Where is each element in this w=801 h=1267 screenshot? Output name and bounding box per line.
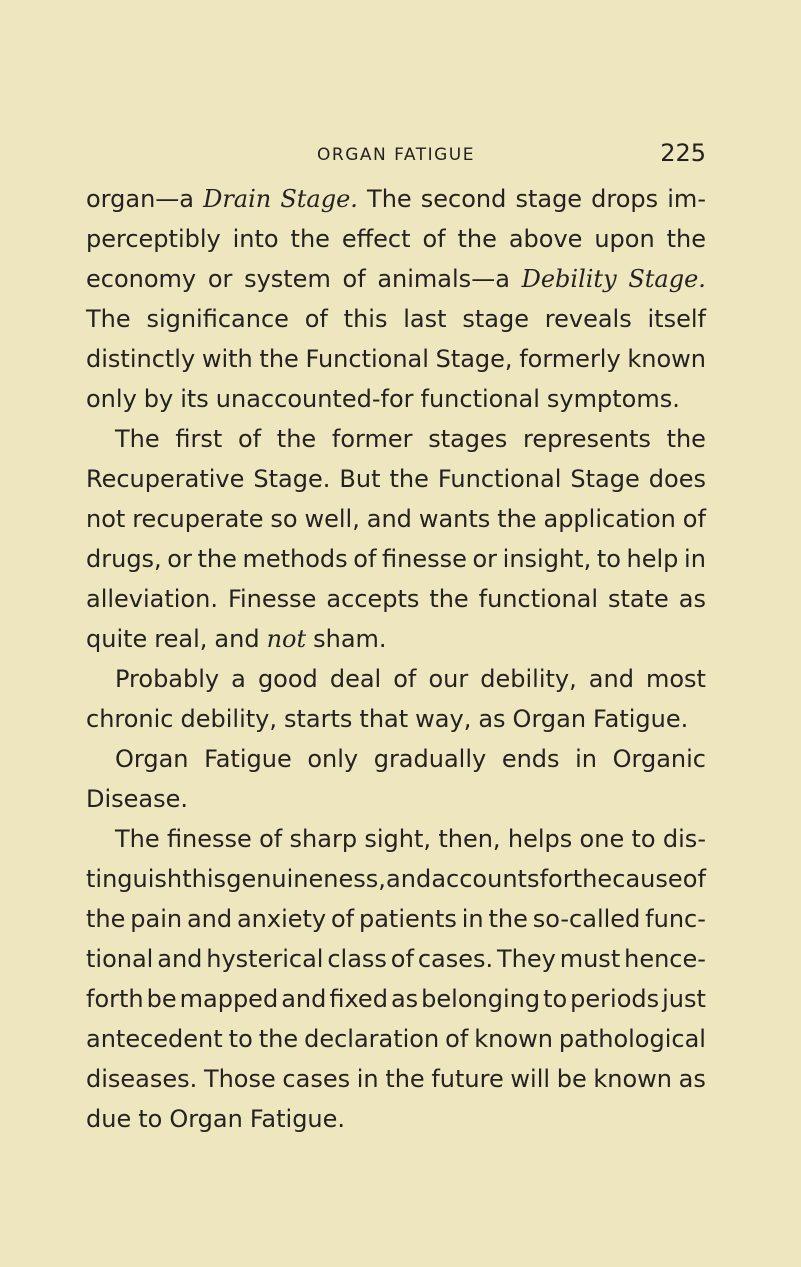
running-title: ORGAN FATIGUE xyxy=(317,145,475,165)
word: not xyxy=(266,625,307,653)
word: one xyxy=(579,825,625,853)
word: Organ xyxy=(115,745,189,773)
word: state xyxy=(608,585,669,613)
word: distinctly xyxy=(86,345,196,373)
word: cause xyxy=(612,865,683,893)
word: dis- xyxy=(662,825,706,853)
text-line xyxy=(86,419,706,459)
word: genuineness, xyxy=(226,865,386,893)
word: economy xyxy=(86,265,197,293)
word: be xyxy=(556,1065,587,1093)
word: and xyxy=(281,985,327,1013)
word: and xyxy=(214,625,260,653)
word: accepts xyxy=(326,585,420,613)
word: Drain xyxy=(203,185,272,213)
word: into xyxy=(232,225,279,253)
word: the xyxy=(488,905,528,933)
word: be xyxy=(146,985,177,1013)
word: im- xyxy=(667,185,706,213)
word: of xyxy=(237,425,262,453)
word: Probably xyxy=(115,665,220,693)
word: insight, xyxy=(502,545,592,573)
word: Stage, xyxy=(435,345,513,373)
word: first xyxy=(175,425,223,453)
text-line xyxy=(86,1059,706,1099)
word: and xyxy=(588,665,634,693)
word: finesse xyxy=(382,545,467,573)
text-line xyxy=(86,939,706,979)
word: Organ xyxy=(512,705,587,733)
word: Stage xyxy=(570,465,640,493)
text-line xyxy=(86,899,706,939)
word: most xyxy=(645,665,706,693)
running-head xyxy=(86,139,706,169)
word: of xyxy=(422,225,446,253)
word: or xyxy=(207,265,233,293)
word: the xyxy=(86,905,126,933)
word: pathological xyxy=(558,1025,706,1053)
word: above xyxy=(508,225,583,253)
word: debility, xyxy=(180,705,277,733)
word: as xyxy=(678,585,706,613)
word: diseases. xyxy=(86,1065,198,1093)
word: But xyxy=(339,465,381,493)
word: itself xyxy=(647,305,706,333)
word: deal xyxy=(329,665,382,693)
word: this xyxy=(182,865,227,893)
text-line xyxy=(86,339,706,379)
word: gradually xyxy=(373,745,487,773)
word: of xyxy=(445,1025,469,1053)
word: functional xyxy=(420,385,540,413)
word: debility, xyxy=(480,665,577,693)
word: last xyxy=(403,305,447,333)
word: the xyxy=(572,865,613,893)
word: belonging xyxy=(421,985,541,1013)
word: of xyxy=(682,505,706,533)
word: the xyxy=(666,225,706,253)
word: in xyxy=(684,545,706,573)
word: The xyxy=(86,305,131,333)
word: upon xyxy=(594,225,655,253)
word: and xyxy=(157,945,203,973)
word: animals—a xyxy=(377,265,510,293)
word: unaccounted-for xyxy=(215,385,414,413)
word: perceptibly xyxy=(86,225,221,253)
word: of xyxy=(304,305,328,333)
word: former xyxy=(331,425,413,453)
word: recuperate xyxy=(132,505,264,533)
word: anxiety xyxy=(236,905,327,933)
word: fixed xyxy=(329,985,388,1013)
word: methods xyxy=(242,545,348,573)
word: the xyxy=(276,425,317,453)
word: Stage. xyxy=(280,185,358,213)
word: Stage. xyxy=(628,265,706,293)
word: Recuperative xyxy=(86,465,245,493)
word: of xyxy=(342,265,366,293)
word: Disease. xyxy=(86,785,189,813)
word: Fatigue. xyxy=(593,705,689,733)
word: hysterical xyxy=(206,945,324,973)
word: the xyxy=(197,545,237,573)
word: accounts xyxy=(431,865,540,893)
text-line xyxy=(86,219,706,259)
word: stage xyxy=(515,185,583,213)
word: represents xyxy=(523,425,651,453)
word: to xyxy=(228,1025,253,1053)
word: cases xyxy=(282,1065,351,1093)
word: declaration xyxy=(304,1025,440,1053)
word: organ—a xyxy=(86,185,194,213)
word: so-called xyxy=(532,905,641,933)
text-line xyxy=(86,819,706,859)
word: of xyxy=(682,865,706,893)
word: well, xyxy=(304,505,360,533)
word: of xyxy=(393,665,417,693)
text-line xyxy=(86,779,706,819)
word: must xyxy=(559,945,621,973)
word: wants xyxy=(418,505,491,533)
word: func- xyxy=(645,905,706,933)
page-number: 225 xyxy=(660,139,706,167)
word: or xyxy=(167,545,192,573)
word: the xyxy=(429,585,469,613)
word: the xyxy=(389,465,429,493)
word: application xyxy=(543,505,676,533)
word: only xyxy=(86,385,137,413)
word: Functional xyxy=(305,345,429,373)
word: not xyxy=(86,505,126,533)
word: to xyxy=(138,1105,163,1133)
word: second xyxy=(420,185,507,213)
word: Organ xyxy=(169,1105,243,1133)
word: of xyxy=(353,545,377,573)
text-line xyxy=(86,739,706,779)
word: of xyxy=(390,945,414,973)
word: patients xyxy=(358,905,457,933)
word: Finesse xyxy=(227,585,317,613)
text-line xyxy=(86,179,706,219)
word: starts xyxy=(284,705,353,733)
word: forth xyxy=(86,985,144,1013)
word: of xyxy=(259,825,283,853)
word: chronic xyxy=(86,705,174,733)
text-line xyxy=(86,539,706,579)
text-line xyxy=(86,859,706,899)
text-line xyxy=(86,259,706,299)
word: mapped xyxy=(179,985,279,1013)
word: does xyxy=(648,465,706,493)
word: way, xyxy=(415,705,472,733)
word: class xyxy=(327,945,387,973)
word: formerly xyxy=(519,345,621,373)
word: stage xyxy=(462,305,529,333)
word: the xyxy=(497,505,537,533)
word: finesse xyxy=(166,825,252,853)
word: sharp xyxy=(289,825,358,853)
word: the xyxy=(290,225,330,253)
word: just xyxy=(662,985,706,1013)
word: as xyxy=(678,1065,706,1093)
word: The xyxy=(367,185,412,213)
text-line xyxy=(86,619,706,659)
text-line xyxy=(86,499,706,539)
word: effect xyxy=(341,225,411,253)
word: Those xyxy=(203,1065,276,1093)
word: as xyxy=(390,985,419,1013)
text-line xyxy=(86,1099,706,1139)
word: known xyxy=(593,1065,672,1093)
word: will xyxy=(510,1065,551,1093)
text-line xyxy=(86,699,706,739)
word: tinguish xyxy=(86,865,183,893)
word: alleviation. xyxy=(86,585,218,613)
body-text xyxy=(86,179,706,1139)
word: as xyxy=(478,705,506,733)
word: of xyxy=(330,905,355,933)
text-line xyxy=(86,979,706,1019)
word: with xyxy=(201,345,253,373)
word: to xyxy=(596,545,621,573)
word: Stage. xyxy=(253,465,331,493)
word: due xyxy=(86,1105,132,1133)
word: Debility xyxy=(521,265,617,293)
word: The xyxy=(115,825,160,853)
word: and xyxy=(386,865,432,893)
text-line xyxy=(86,1019,706,1059)
word: Fatigue xyxy=(204,745,292,773)
word: hence- xyxy=(624,945,706,973)
word: that xyxy=(359,705,409,733)
word: for xyxy=(539,865,573,893)
word: by xyxy=(143,385,174,413)
text-line xyxy=(86,459,706,499)
word: cases. xyxy=(417,945,494,973)
word: sham. xyxy=(313,625,387,653)
word: our xyxy=(428,665,469,693)
word: and xyxy=(366,505,412,533)
word: known xyxy=(627,345,706,373)
word: Fatigue. xyxy=(249,1105,346,1133)
word: its xyxy=(180,385,209,413)
word: then, xyxy=(438,825,501,853)
word: Organic xyxy=(612,745,706,773)
word: significance xyxy=(146,305,289,333)
text-line xyxy=(86,379,706,419)
text-line xyxy=(86,579,706,619)
word: the xyxy=(258,1025,299,1053)
word: antecedent xyxy=(86,1025,223,1053)
word: The xyxy=(115,425,160,453)
word: this xyxy=(343,305,388,333)
word: sight, xyxy=(364,825,432,853)
word: helps xyxy=(507,825,573,853)
word: the xyxy=(457,225,497,253)
word: in xyxy=(575,745,598,773)
word: to xyxy=(631,825,656,853)
word: Functional xyxy=(437,465,562,493)
word: the xyxy=(666,425,706,453)
text-line xyxy=(86,659,706,699)
word: in xyxy=(461,905,484,933)
word: quite xyxy=(86,625,148,653)
word: They xyxy=(497,945,556,973)
word: and xyxy=(186,905,233,933)
word: drugs, xyxy=(86,545,162,573)
word: future xyxy=(431,1065,504,1093)
word: to xyxy=(543,985,568,1013)
word: a xyxy=(231,665,246,693)
word: system xyxy=(244,265,331,293)
word: the xyxy=(259,345,299,373)
word: ends xyxy=(501,745,560,773)
word: drops xyxy=(591,185,659,213)
word: reveals xyxy=(544,305,632,333)
word: real, xyxy=(154,625,208,653)
word: the xyxy=(385,1065,425,1093)
word: only xyxy=(307,745,359,773)
word: or xyxy=(472,545,498,573)
word: symptoms. xyxy=(546,385,680,413)
word: help xyxy=(626,545,679,573)
word: pain xyxy=(130,905,183,933)
word: in xyxy=(356,1065,379,1093)
text-line xyxy=(86,299,706,339)
word: known xyxy=(474,1025,553,1053)
word: stages xyxy=(428,425,508,453)
word: so xyxy=(270,505,298,533)
word: functional xyxy=(478,585,599,613)
word: good xyxy=(257,665,318,693)
word: tional xyxy=(86,945,154,973)
word: periods xyxy=(570,985,660,1013)
